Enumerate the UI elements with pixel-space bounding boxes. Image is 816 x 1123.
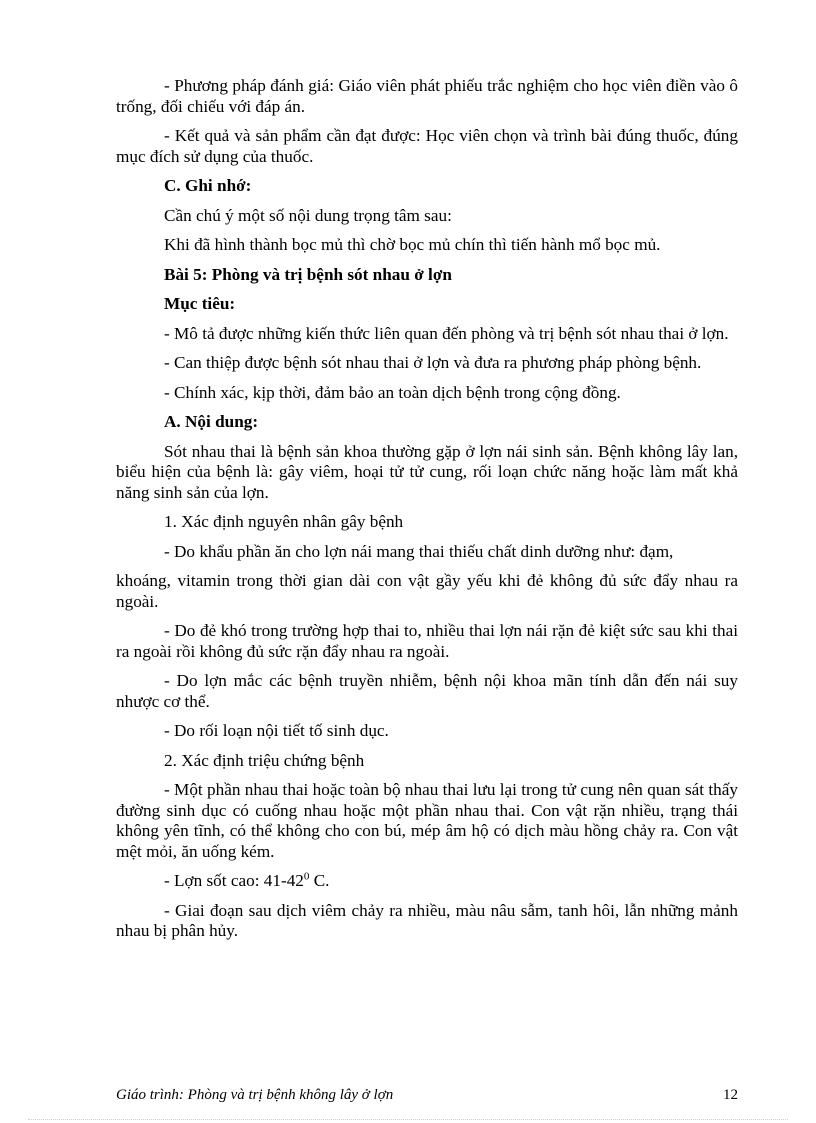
symptom-fever xyxy=(116,871,738,892)
assessment-method-paragraph: - Phương pháp đánh giá: Giáo viên phát phiếu trắc nghiệm cho học viên điền vào ô trống, đối chiếu với đáp án. xyxy=(116,76,738,116)
section-a-heading: A. Nội dung: xyxy=(164,412,259,431)
page-body xyxy=(116,76,738,951)
cause-1-continuation: khoáng, vitamin trong thời gian dài con vật gầy yếu khi đẻ không đủ sức đẩy nhau ra ngoài. xyxy=(116,571,738,611)
objective-2: - Can thiệp được bệnh sót nhau thai ở lợn và đưa ra phương pháp phòng bệnh. xyxy=(164,353,702,372)
objectives-heading: Mục tiêu: xyxy=(164,294,236,313)
causes-heading: 1. Xác định nguyên nhân gây bệnh xyxy=(164,512,404,531)
lesson-5-title: Bài 5: Phòng và trị bệnh sót nhau ở lợn xyxy=(164,264,452,284)
degree-superscript: 0 xyxy=(303,870,310,883)
symptom-1: - Một phần nhau thai hoặc toàn bộ nhau thai lưu lại trong tử cung nên quan sát thấy đường sinh dục có cuống nhau hoặc một phần nhau thai. Con vật rặn nhiều, trạng thái không yên tĩnh, có thể không cho con bú, mép âm hộ có dịch màu hồng chảy ra. Con vật mệt mỏi, ăn uống kém. xyxy=(116,780,738,861)
cause-1-line: - Do khẩu phần ăn cho lợn nái mang thai thiếu chất dinh dưỡng như: đạm, xyxy=(164,541,674,561)
page-number: 12 xyxy=(723,1087,738,1103)
footer-title: Giáo trình: Phòng và trị bệnh không lây ở lợn xyxy=(116,1087,394,1103)
cause-2: - Do đẻ khó trong trường hợp thai to, nhiều thai lợn nái rặn đẻ kiệt sức sau khi thai ra ngoài rồi không đủ sức rặn đẩy nhau ra ngoài. xyxy=(116,621,738,661)
symptoms-heading: 2. Xác định triệu chứng bệnh xyxy=(164,750,365,770)
objective-3: - Chính xác, kịp thời, đảm bảo an toàn dịch bệnh trong cộng đồng. xyxy=(164,382,621,402)
symptom-3: - Giai đoạn sau dịch viêm chảy ra nhiều, màu nâu sẫm, tanh hôi, lẫn những mảnh nhau bị phân hủy. xyxy=(116,900,738,940)
cause-4: - Do rối loạn nội tiết tố sinh dục. xyxy=(164,721,389,740)
key-point-abscess: Khi đã hình thành bọc mủ thì chờ bọc mủ chín thì tiến hành mổ bọc mủ. xyxy=(164,235,661,254)
cause-3: - Do lợn mắc các bệnh truyền nhiễm, bệnh nội khoa mãn tính dẫn đến nái suy nhược cơ thể. xyxy=(116,671,738,711)
expected-result-paragraph: - Kết quả và sản phẩm cần đạt được: Học viên chọn và trình bài đúng thuốc, đúng mục đích sử dụng của thuốc. xyxy=(116,126,738,166)
objective-1: - Mô tả được những kiến thức liên quan đến phòng và trị bệnh sót nhau thai ở lợn. xyxy=(164,323,729,343)
disease-intro-paragraph: Sót nhau thai là bệnh sản khoa thường gặp ở lợn nái sinh sản. Bệnh không lây lan, biểu hiện của bệnh là: gây viêm, hoại tử tử cung, rối loạn chức năng hoặc làm mất khả năng sinh sản của lợn. xyxy=(116,441,738,502)
footer-divider xyxy=(28,1119,788,1120)
fever-text: - Lợn sốt cao: 41-42 xyxy=(164,871,304,890)
fever-unit: C. xyxy=(309,871,330,890)
section-c-heading: C. Ghi nhớ: xyxy=(164,176,252,195)
key-points-intro: Cần chú ý một số nội dung trọng tâm sau: xyxy=(164,205,452,225)
